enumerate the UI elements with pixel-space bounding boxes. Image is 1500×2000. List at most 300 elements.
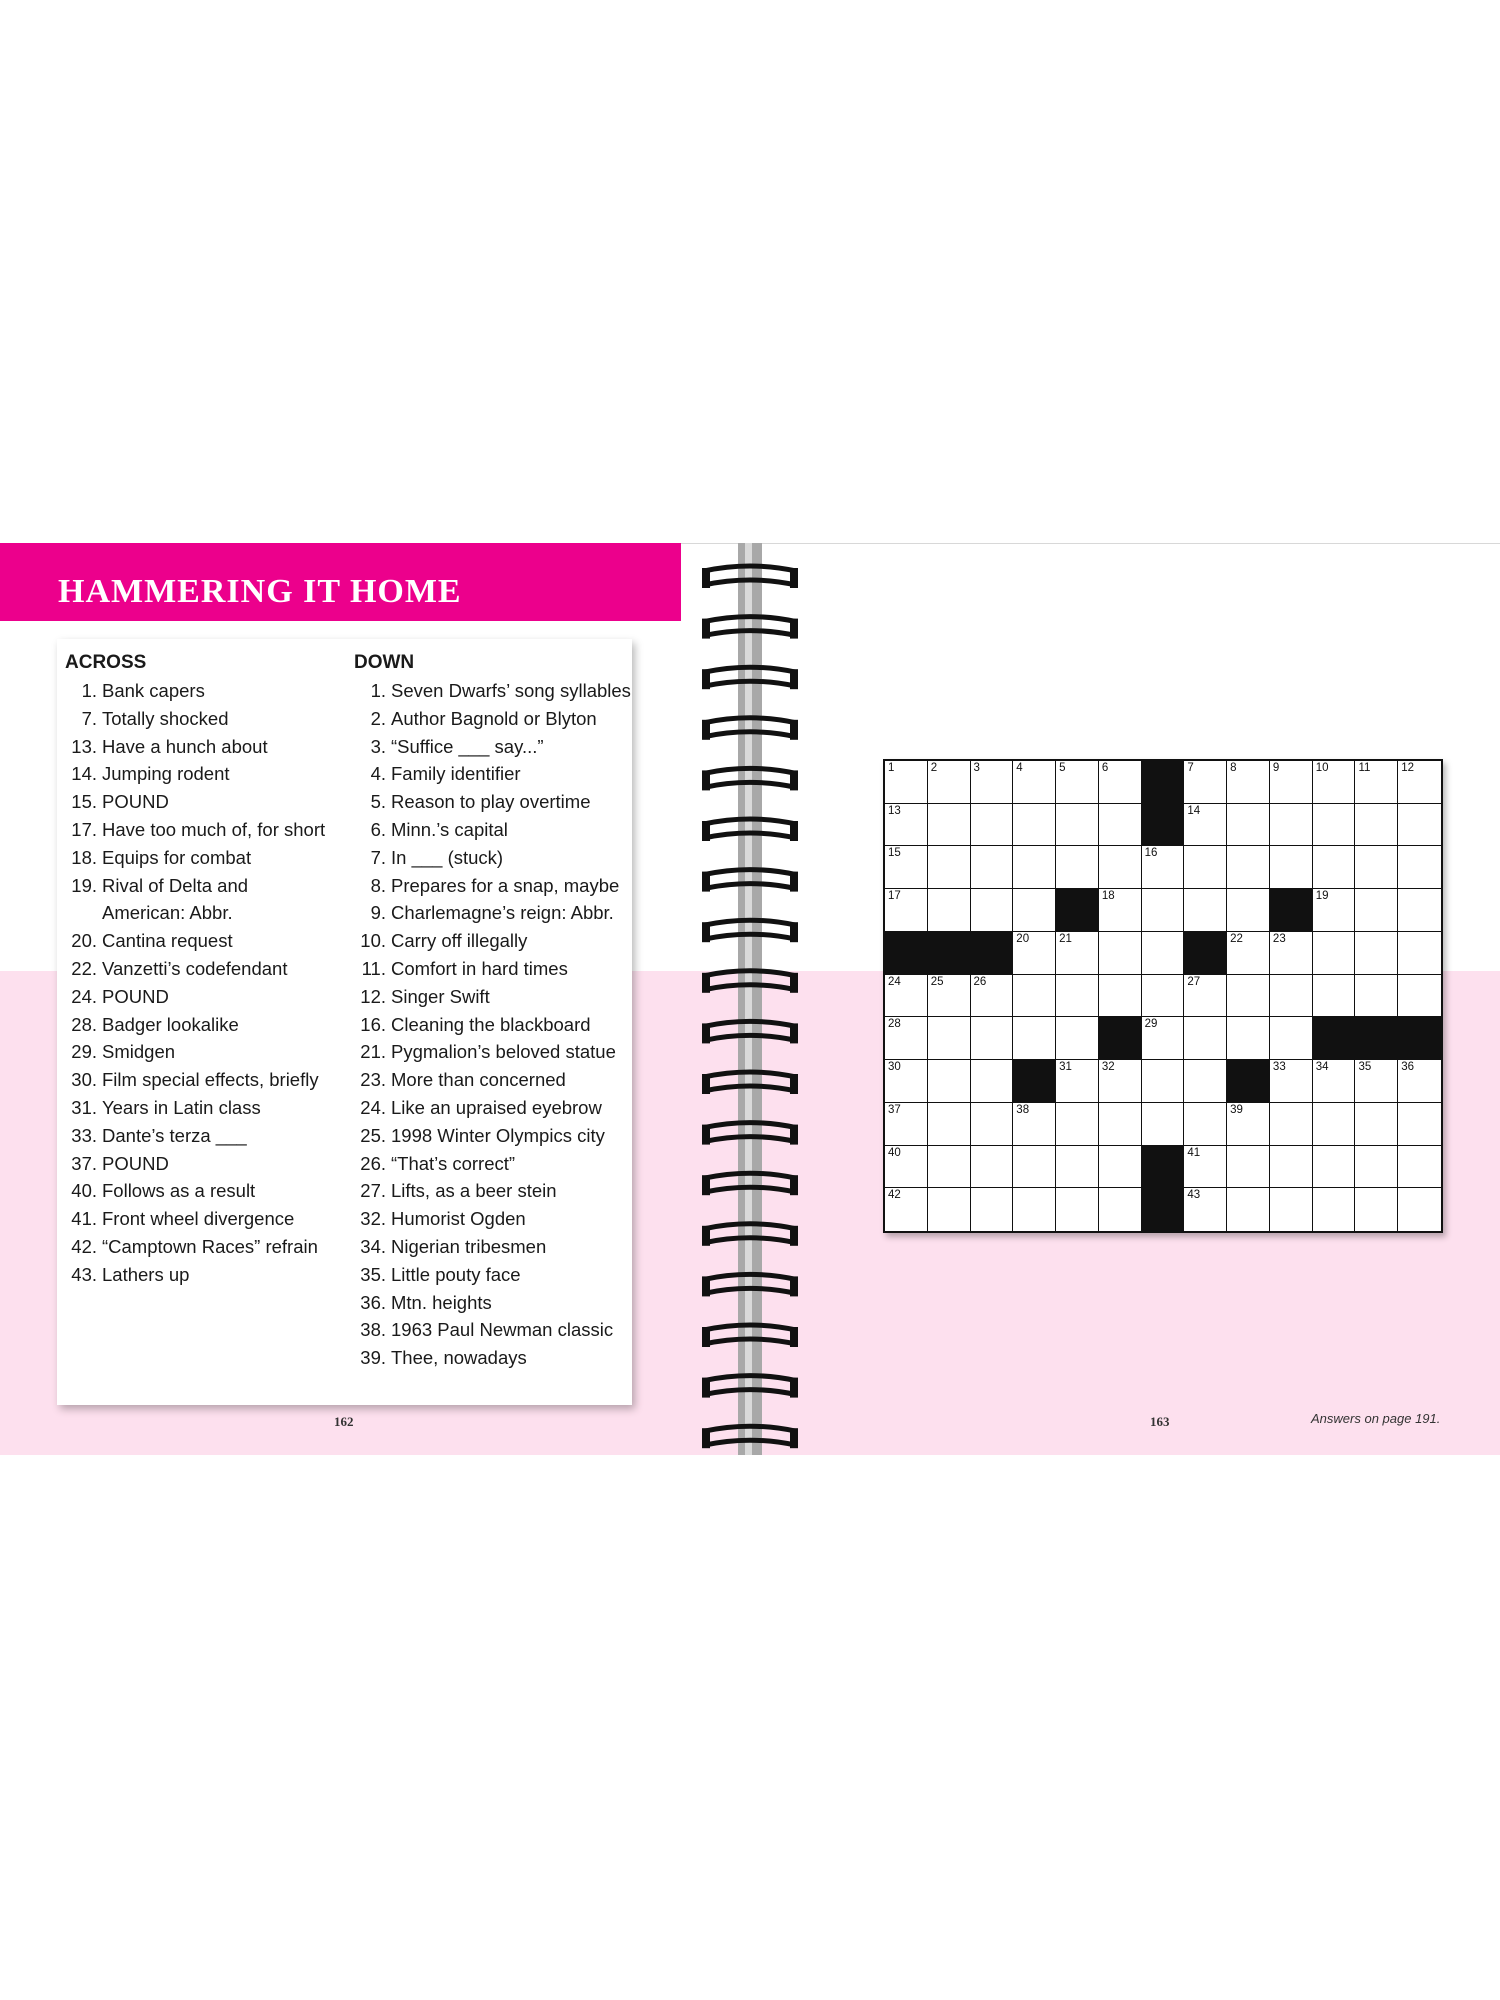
down-clue xyxy=(354,872,632,900)
clue-text: In ___ (stuck) xyxy=(391,846,504,868)
clue-number: 23. xyxy=(360,1069,386,1091)
cell-number: 4 xyxy=(1016,762,1023,774)
clue-number: 28. xyxy=(71,1013,97,1035)
grid-cell[interactable] xyxy=(1398,889,1441,932)
clue-text: Thee, nowadays xyxy=(391,1347,527,1369)
answers-note: Answers on page 191. xyxy=(1311,1411,1441,1426)
grid-cell[interactable] xyxy=(1355,1188,1398,1231)
down-clue xyxy=(354,816,632,844)
puzzle-title: HAMMERING IT HOME xyxy=(58,573,462,610)
across-clue xyxy=(65,1177,345,1205)
grid-cell[interactable] xyxy=(971,761,1014,804)
clue-text: American: Abbr. xyxy=(102,902,233,924)
spiral-ring-end xyxy=(790,568,798,588)
clue-text: Dante’s terza ___ xyxy=(102,1124,247,1146)
grid-cell[interactable] xyxy=(1227,1146,1270,1189)
clue-text: More than concerned xyxy=(391,1069,566,1091)
grid-cell[interactable] xyxy=(1270,846,1313,889)
grid-cell[interactable] xyxy=(971,1188,1014,1231)
clue-number: 8. xyxy=(370,874,386,896)
black-square xyxy=(928,932,971,975)
cell-number: 42 xyxy=(888,1189,901,1202)
cell-number: 39 xyxy=(1230,1103,1243,1116)
across-clue xyxy=(65,1261,345,1289)
grid-cell[interactable] xyxy=(1270,932,1313,975)
clue-number: 10. xyxy=(360,930,386,952)
clue-text: POUND xyxy=(102,1152,169,1174)
grid-cell[interactable] xyxy=(1184,761,1227,804)
grid-cell[interactable] xyxy=(928,889,971,932)
grid-cell[interactable] xyxy=(885,889,928,932)
grid-cell[interactable] xyxy=(1355,804,1398,847)
clue-number: 31. xyxy=(71,1096,97,1118)
grid-cell[interactable] xyxy=(1227,1017,1270,1060)
across-heading: ACROSS xyxy=(65,652,147,673)
grid-cell[interactable] xyxy=(1398,804,1441,847)
clue-number: 3. xyxy=(370,735,386,757)
down-clue xyxy=(354,1066,632,1094)
across-clue xyxy=(65,1011,345,1039)
grid-cell[interactable] xyxy=(971,1060,1014,1103)
down-clue xyxy=(354,1094,632,1122)
down-heading: DOWN xyxy=(354,652,415,673)
black-square xyxy=(1142,804,1185,847)
clue-text: “Suffice ___ say...” xyxy=(391,735,544,757)
clue-number: 22. xyxy=(71,957,97,979)
grid-cell[interactable] xyxy=(928,1188,971,1231)
grid-cell[interactable] xyxy=(1056,761,1099,804)
grid-cell[interactable] xyxy=(1184,1103,1227,1146)
spiral-ring-end xyxy=(702,1125,710,1145)
clue-number: 39. xyxy=(360,1347,386,1369)
grid-cell[interactable] xyxy=(1398,932,1441,975)
clue-text: Cleaning the blackboard xyxy=(391,1013,591,1035)
across-clue xyxy=(65,899,345,927)
across-clue xyxy=(65,760,345,788)
clue-number: 24. xyxy=(71,985,97,1007)
grid-cell[interactable] xyxy=(1270,1103,1313,1146)
black-square xyxy=(1398,1017,1441,1060)
grid-cell[interactable] xyxy=(1142,889,1185,932)
grid-cell[interactable] xyxy=(1184,1188,1227,1231)
clue-number: 24. xyxy=(360,1096,386,1118)
spiral-ring-end xyxy=(790,1175,798,1195)
grid-cell[interactable] xyxy=(971,1146,1014,1189)
across-clue xyxy=(65,705,345,733)
clue-text: Prepares for a snap, maybe xyxy=(391,874,620,896)
grid-cell[interactable] xyxy=(1013,932,1056,975)
grid-cell[interactable] xyxy=(1227,1188,1270,1231)
grid-cell[interactable] xyxy=(1313,761,1356,804)
grid-cell[interactable] xyxy=(1227,804,1270,847)
grid-cell[interactable] xyxy=(1227,1103,1270,1146)
cell-number: 32 xyxy=(1101,1061,1115,1074)
cell-number: 13 xyxy=(888,804,901,817)
grid-cell[interactable] xyxy=(1313,975,1356,1018)
clue-number: 16. xyxy=(360,1013,386,1035)
clue-text: Singer Swift xyxy=(391,985,490,1007)
grid-cell[interactable] xyxy=(1013,975,1056,1018)
clue-text: Have too much of, for short xyxy=(102,818,326,840)
black-square xyxy=(1142,1188,1185,1231)
grid-cell[interactable] xyxy=(928,846,971,889)
grid-cell[interactable] xyxy=(1184,975,1227,1018)
grid-cell[interactable] xyxy=(928,975,971,1018)
grid-cell[interactable] xyxy=(1398,761,1441,804)
grid-cell[interactable] xyxy=(1227,932,1270,975)
cell-number: 21 xyxy=(1059,932,1072,945)
down-clue xyxy=(354,1011,632,1039)
spiral-ring-end xyxy=(790,619,798,639)
spiral-ring-end xyxy=(790,922,798,942)
grid-cell[interactable] xyxy=(1355,975,1398,1018)
black-square xyxy=(1142,1146,1185,1189)
spiral-ring-end xyxy=(702,872,710,892)
grid-cell[interactable] xyxy=(928,804,971,847)
cell-number: 30 xyxy=(888,1061,901,1074)
down-clue xyxy=(354,1150,632,1178)
clue-number: 18. xyxy=(71,846,97,868)
clue-text: Lifts, as a beer stein xyxy=(391,1180,557,1202)
title-banner xyxy=(0,543,681,621)
clue-number: 34. xyxy=(360,1235,386,1257)
spiral-ring-end xyxy=(790,669,798,689)
right-page-number: 163 xyxy=(1150,1414,1170,1429)
grid-cell[interactable] xyxy=(1056,804,1099,847)
grid-cell[interactable] xyxy=(1184,1060,1227,1103)
across-clue xyxy=(65,677,345,705)
across-clue xyxy=(65,1205,345,1233)
clue-number: 7. xyxy=(370,846,386,868)
cell-number: 27 xyxy=(1187,975,1201,988)
grid-cell[interactable] xyxy=(885,1060,928,1103)
grid-cell[interactable] xyxy=(971,804,1014,847)
grid-cell[interactable] xyxy=(971,889,1014,932)
clue-number: 26. xyxy=(360,1152,386,1174)
clue-number: 35. xyxy=(360,1263,386,1285)
clue-number: 38. xyxy=(360,1319,386,1341)
spiral-ring-end xyxy=(790,1074,798,1094)
clue-text: “Camptown Races” refrain xyxy=(102,1235,318,1257)
grid-cell[interactable] xyxy=(1099,1146,1142,1189)
grid-cell[interactable] xyxy=(1099,932,1142,975)
grid-cell[interactable] xyxy=(1270,1146,1313,1189)
grid-cell[interactable] xyxy=(1313,804,1356,847)
cell-number: 1 xyxy=(888,762,895,774)
grid-cell[interactable] xyxy=(1099,975,1142,1018)
spiral-ring-end xyxy=(702,669,710,689)
cell-number: 26 xyxy=(973,975,987,988)
grid-cell[interactable] xyxy=(885,1017,928,1060)
grid-cell[interactable] xyxy=(1013,761,1056,804)
grid-cell[interactable] xyxy=(1355,932,1398,975)
grid-cell[interactable] xyxy=(1013,889,1056,932)
clue-number: 20. xyxy=(71,930,97,952)
grid-cell[interactable] xyxy=(1313,1103,1356,1146)
black-square xyxy=(1142,761,1185,804)
spiral-ring-end xyxy=(702,1378,710,1398)
across-clue xyxy=(65,788,345,816)
grid-cell[interactable] xyxy=(1270,804,1313,847)
grid-cell[interactable] xyxy=(885,1146,928,1189)
grid-cell[interactable] xyxy=(928,761,971,804)
cell-number: 36 xyxy=(1401,1061,1415,1074)
grid-cell[interactable] xyxy=(1398,1146,1441,1189)
grid-cell[interactable] xyxy=(1142,1017,1185,1060)
grid-cell[interactable] xyxy=(1355,889,1398,932)
clue-text: Carry off illegally xyxy=(391,930,528,952)
clue-text: Little pouty face xyxy=(391,1263,521,1285)
clue-number: 7. xyxy=(81,707,97,729)
down-clue xyxy=(354,983,632,1011)
across-clue xyxy=(65,844,345,872)
down-clue xyxy=(354,1261,632,1289)
clue-number: 36. xyxy=(360,1291,386,1313)
clue-text: POUND xyxy=(102,985,169,1007)
clue-text: Have a hunch about xyxy=(102,735,268,757)
spiral-ring-end xyxy=(790,720,798,740)
down-clue xyxy=(354,705,632,733)
cell-number: 37 xyxy=(888,1103,901,1116)
grid-cell[interactable] xyxy=(1142,975,1185,1018)
cell-number: 3 xyxy=(973,762,980,774)
clue-number: 27. xyxy=(360,1180,386,1202)
across-clue xyxy=(65,983,345,1011)
grid-cell[interactable] xyxy=(1227,975,1270,1018)
cell-number: 14 xyxy=(1187,804,1201,817)
across-clue xyxy=(65,816,345,844)
cell-number: 19 xyxy=(1315,890,1329,903)
spiral-ring-end xyxy=(790,1023,798,1043)
clue-number: 42. xyxy=(71,1235,97,1257)
grid-cell[interactable] xyxy=(1099,889,1142,932)
grid-cell[interactable] xyxy=(1013,846,1056,889)
grid-cell[interactable] xyxy=(1013,1146,1056,1189)
spiral-ring-end xyxy=(702,568,710,588)
grid-cell[interactable] xyxy=(1398,1060,1441,1103)
spiral-ring-end xyxy=(790,821,798,841)
black-square xyxy=(1056,889,1099,932)
spiral-ring-end xyxy=(790,973,798,993)
grid-cell[interactable] xyxy=(1270,1188,1313,1231)
clue-text: Smidgen xyxy=(102,1041,176,1063)
clue-text: Reason to play overtime xyxy=(391,791,591,813)
grid-cell[interactable] xyxy=(885,804,928,847)
cell-number: 6 xyxy=(1101,762,1109,774)
clue-number: 33. xyxy=(71,1124,97,1146)
grid-cell[interactable] xyxy=(1270,975,1313,1018)
grid-cell[interactable] xyxy=(1270,1060,1313,1103)
grid-cell[interactable] xyxy=(1398,975,1441,1018)
grid-cell[interactable] xyxy=(1227,889,1270,932)
clue-number: 14. xyxy=(71,763,97,785)
clue-card xyxy=(57,639,632,1405)
clue-number: 30. xyxy=(71,1069,97,1091)
spiral-ring-end xyxy=(702,720,710,740)
cell-number: 43 xyxy=(1187,1189,1201,1202)
grid-cell[interactable] xyxy=(1355,846,1398,889)
grid-cell[interactable] xyxy=(1313,889,1356,932)
clue-number: 9. xyxy=(370,902,386,924)
clue-number: 4. xyxy=(370,763,386,785)
spiral-ring-end xyxy=(790,1428,798,1448)
black-square xyxy=(1313,1017,1356,1060)
cell-number: 8 xyxy=(1230,762,1237,774)
cell-number: 10 xyxy=(1315,762,1329,774)
across-clue xyxy=(65,1038,345,1066)
grid-cell[interactable] xyxy=(1142,1103,1185,1146)
clue-text: Totally shocked xyxy=(102,707,229,729)
grid-cell[interactable] xyxy=(885,1103,928,1146)
cell-number: 20 xyxy=(1016,932,1030,945)
clue-text: Years in Latin class xyxy=(102,1096,261,1118)
grid-cell[interactable] xyxy=(1013,1188,1056,1231)
cell-number: 2 xyxy=(930,762,938,774)
grid-cell[interactable] xyxy=(1184,889,1227,932)
grid-cell[interactable] xyxy=(1270,1017,1313,1060)
across-clue xyxy=(65,872,345,900)
across-clue-list xyxy=(65,677,345,1289)
black-square xyxy=(1227,1060,1270,1103)
black-square xyxy=(1355,1017,1398,1060)
grid-cell[interactable] xyxy=(1270,761,1313,804)
grid-cell[interactable] xyxy=(1398,846,1441,889)
clue-number: 17. xyxy=(71,818,97,840)
grid-cell[interactable] xyxy=(1056,932,1099,975)
grid-cell[interactable] xyxy=(1355,1146,1398,1189)
grid-cell[interactable] xyxy=(1013,804,1056,847)
grid-cell[interactable] xyxy=(971,1017,1014,1060)
grid-cell[interactable] xyxy=(1056,1188,1099,1231)
grid-cell[interactable] xyxy=(885,761,928,804)
grid-cell[interactable] xyxy=(1227,846,1270,889)
black-square xyxy=(1099,1017,1142,1060)
grid-cell[interactable] xyxy=(1056,1017,1099,1060)
across-clue xyxy=(65,733,345,761)
cell-number: 34 xyxy=(1315,1061,1329,1074)
grid-cell[interactable] xyxy=(1099,1060,1142,1103)
across-clue xyxy=(65,1066,345,1094)
clue-text: Mtn. heights xyxy=(391,1291,492,1313)
clue-text: Equips for combat xyxy=(102,846,252,868)
clue-number: 40. xyxy=(71,1180,97,1202)
grid-cell[interactable] xyxy=(1013,1017,1056,1060)
spiral-ring-end xyxy=(702,770,710,790)
clue-number xyxy=(65,899,97,927)
grid-cell[interactable] xyxy=(1398,1103,1441,1146)
spiral-ring-end xyxy=(790,872,798,892)
clue-text: Front wheel divergence xyxy=(102,1208,295,1230)
grid-cell[interactable] xyxy=(1056,1103,1099,1146)
grid-cell[interactable] xyxy=(1142,932,1185,975)
clue-number: 29. xyxy=(71,1041,97,1063)
grid-cell[interactable] xyxy=(928,1060,971,1103)
grid-cell[interactable] xyxy=(928,1017,971,1060)
grid-cell[interactable] xyxy=(1099,846,1142,889)
cell-number: 31 xyxy=(1059,1061,1072,1074)
down-clue xyxy=(354,1233,632,1261)
grid-cell[interactable] xyxy=(1142,1060,1185,1103)
grid-cell[interactable] xyxy=(1398,1188,1441,1231)
cell-number: 5 xyxy=(1059,762,1066,774)
grid-cell[interactable] xyxy=(1313,932,1356,975)
grid-cell[interactable] xyxy=(1184,1017,1227,1060)
grid-cell[interactable] xyxy=(1184,846,1227,889)
black-square xyxy=(971,932,1014,975)
spiral-ring-end xyxy=(702,1428,710,1448)
spiral-ring-end xyxy=(702,922,710,942)
cell-number: 15 xyxy=(888,847,901,860)
down-clue xyxy=(354,1289,632,1317)
down-clue xyxy=(354,1177,632,1205)
grid-cell[interactable] xyxy=(1056,1146,1099,1189)
grid-cell[interactable] xyxy=(1099,804,1142,847)
clue-text: Seven Dwarfs’ song syllables xyxy=(391,680,631,701)
spiral-binding xyxy=(700,543,800,1455)
clue-text: Charlemagne’s reign: Abbr. xyxy=(391,902,614,924)
clue-text: Author Bagnold or Blyton xyxy=(391,707,597,729)
grid-cell[interactable] xyxy=(1056,846,1099,889)
cell-number: 41 xyxy=(1187,1146,1201,1159)
cell-number: 11 xyxy=(1358,762,1371,774)
down-clue-list xyxy=(354,677,632,1372)
across-clue xyxy=(65,1233,345,1261)
grid-cell[interactable] xyxy=(1013,1103,1056,1146)
grid-cell[interactable] xyxy=(971,975,1014,1018)
black-square xyxy=(1013,1060,1056,1103)
grid-cell[interactable] xyxy=(1184,804,1227,847)
grid-cell[interactable] xyxy=(1313,1146,1356,1189)
grid-cell[interactable] xyxy=(885,975,928,1018)
clue-number: 6. xyxy=(370,818,386,840)
cell-number: 16 xyxy=(1144,847,1158,860)
clue-text: Rival of Delta and xyxy=(102,874,249,896)
grid-cell[interactable] xyxy=(1184,1146,1227,1189)
grid-cell[interactable] xyxy=(1227,761,1270,804)
grid-cell[interactable] xyxy=(1099,761,1142,804)
grid-cell[interactable] xyxy=(1313,1060,1356,1103)
grid-cell[interactable] xyxy=(1099,1188,1142,1231)
cell-number: 35 xyxy=(1358,1061,1372,1074)
clue-text: 1998 Winter Olympics city xyxy=(391,1124,605,1146)
cell-number: 12 xyxy=(1401,762,1415,774)
clue-number: 2. xyxy=(370,707,386,729)
down-clue xyxy=(354,1344,632,1372)
clue-number: 13. xyxy=(71,735,97,757)
grid-cell[interactable] xyxy=(1355,761,1398,804)
grid-cell[interactable] xyxy=(1099,1103,1142,1146)
grid-cell[interactable] xyxy=(1355,1060,1398,1103)
grid-cell[interactable] xyxy=(1313,1188,1356,1231)
grid-cell[interactable] xyxy=(1056,1060,1099,1103)
grid-cell[interactable] xyxy=(928,1103,971,1146)
grid-cell[interactable] xyxy=(885,1188,928,1231)
grid-cell[interactable] xyxy=(1056,975,1099,1018)
grid-cell[interactable] xyxy=(971,846,1014,889)
grid-cell[interactable] xyxy=(1355,1103,1398,1146)
grid-cell[interactable] xyxy=(1313,846,1356,889)
black-square xyxy=(1184,932,1227,975)
book-spread xyxy=(0,543,1500,1455)
grid-cell[interactable] xyxy=(928,1146,971,1189)
across-clue xyxy=(65,1094,345,1122)
clue-number: 21. xyxy=(360,1041,386,1063)
grid-cell[interactable] xyxy=(1142,846,1185,889)
grid-cell[interactable] xyxy=(971,1103,1014,1146)
clue-text: “That’s correct” xyxy=(391,1152,516,1174)
grid-cell[interactable] xyxy=(885,846,928,889)
black-square xyxy=(1270,889,1313,932)
